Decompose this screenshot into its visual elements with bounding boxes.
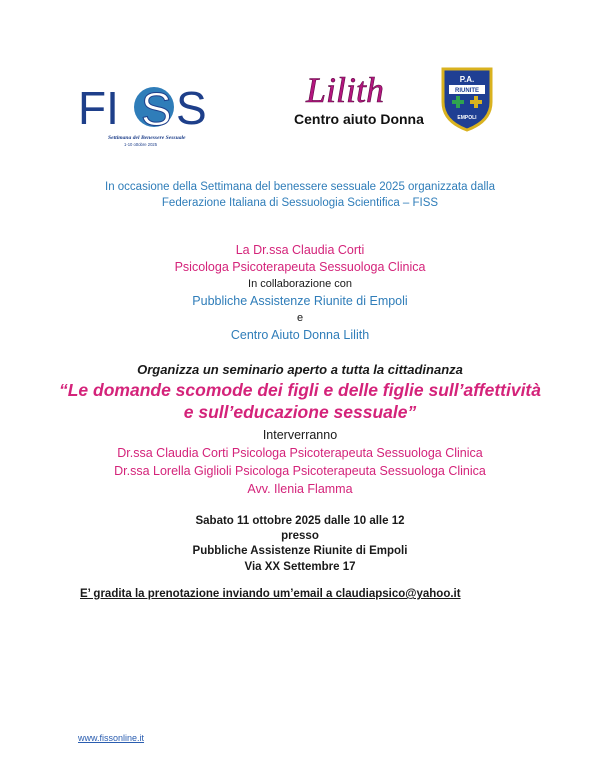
seminar-title-line-1: “Le domande scomode dei figli e delle figlie sull’affettività xyxy=(58,380,541,400)
fiss-tagline: Settimana del Benessere Sessuale xyxy=(108,135,186,141)
organizer-name: La Dr.ssa Claudia Corti xyxy=(235,243,365,257)
event-date: Sabato 11 ottobre 2025 dalle 10 alle 12 xyxy=(195,515,405,527)
collaboration-label: In collaborazione con xyxy=(248,278,352,290)
website-link[interactable]: www.fissonline.it xyxy=(78,733,145,743)
partner-pubbliche-assistenze: Pubbliche Assistenze Riunite di Empoli xyxy=(192,294,408,308)
fiss-logo-left-text: FI xyxy=(78,82,119,134)
speaker-item: Avv. Ilenia Flamma xyxy=(247,482,353,496)
lilith-script-text: Lilith xyxy=(306,70,385,110)
fiss-logo-double-s-icon xyxy=(134,83,174,135)
fiss-logo xyxy=(78,80,218,150)
event-place: Pubbliche Assistenze Riunite di Empoli xyxy=(192,545,408,557)
speaker-item: Dr.ssa Lorella Giglioli Psicologa Psicoterapeuta Sessuologa Clinica xyxy=(114,464,486,478)
event-address: Via XX Settembre 17 xyxy=(244,561,356,573)
fiss-tagline-dates: 1-10 ottobre 2025 xyxy=(124,142,158,147)
seminar-intro: Organizza un seminario aperto a tutta la cittadinanza xyxy=(137,362,463,377)
and-label: e xyxy=(296,312,304,324)
seminar-title-line-2: e sull’educazione sessuale” xyxy=(183,402,417,422)
speakers-label: Interverranno xyxy=(262,428,338,442)
shield-top-text: P.A. xyxy=(459,75,475,84)
intro-line-2: Federazione Italiana di Sessuologia Scientifica – FISS xyxy=(161,197,439,209)
pubblica-assistenza-shield-logo xyxy=(440,66,494,132)
svg-text:S: S xyxy=(141,83,172,135)
fiss-logo-right-text: S xyxy=(176,82,207,134)
event-presso: presso xyxy=(281,530,319,542)
shield-ribbon-text: RIUNITE xyxy=(455,88,479,94)
partner-centro-aiuto-donna: Centro Aiuto Donna Lilith xyxy=(230,328,370,342)
organizer-role: Psicologa Psicoterapeuta Sessuologa Clinica xyxy=(174,260,426,274)
speaker-item: Dr.ssa Claudia Corti Psicologa Psicoterapeuta Sessuologa Clinica xyxy=(117,446,483,460)
intro-line-1: In occasione della Settimana del benessere sessuale 2025 organizzata dalla xyxy=(105,181,495,193)
lilith-caption: Centro aiuto Donna xyxy=(294,111,424,127)
booking-note: E’ gradita la prenotazione inviando um’email a claudiapsico@yahoo.it xyxy=(80,588,461,600)
lilith-logo xyxy=(292,64,430,130)
shield-bottom-text: EMPOLI xyxy=(457,115,477,121)
